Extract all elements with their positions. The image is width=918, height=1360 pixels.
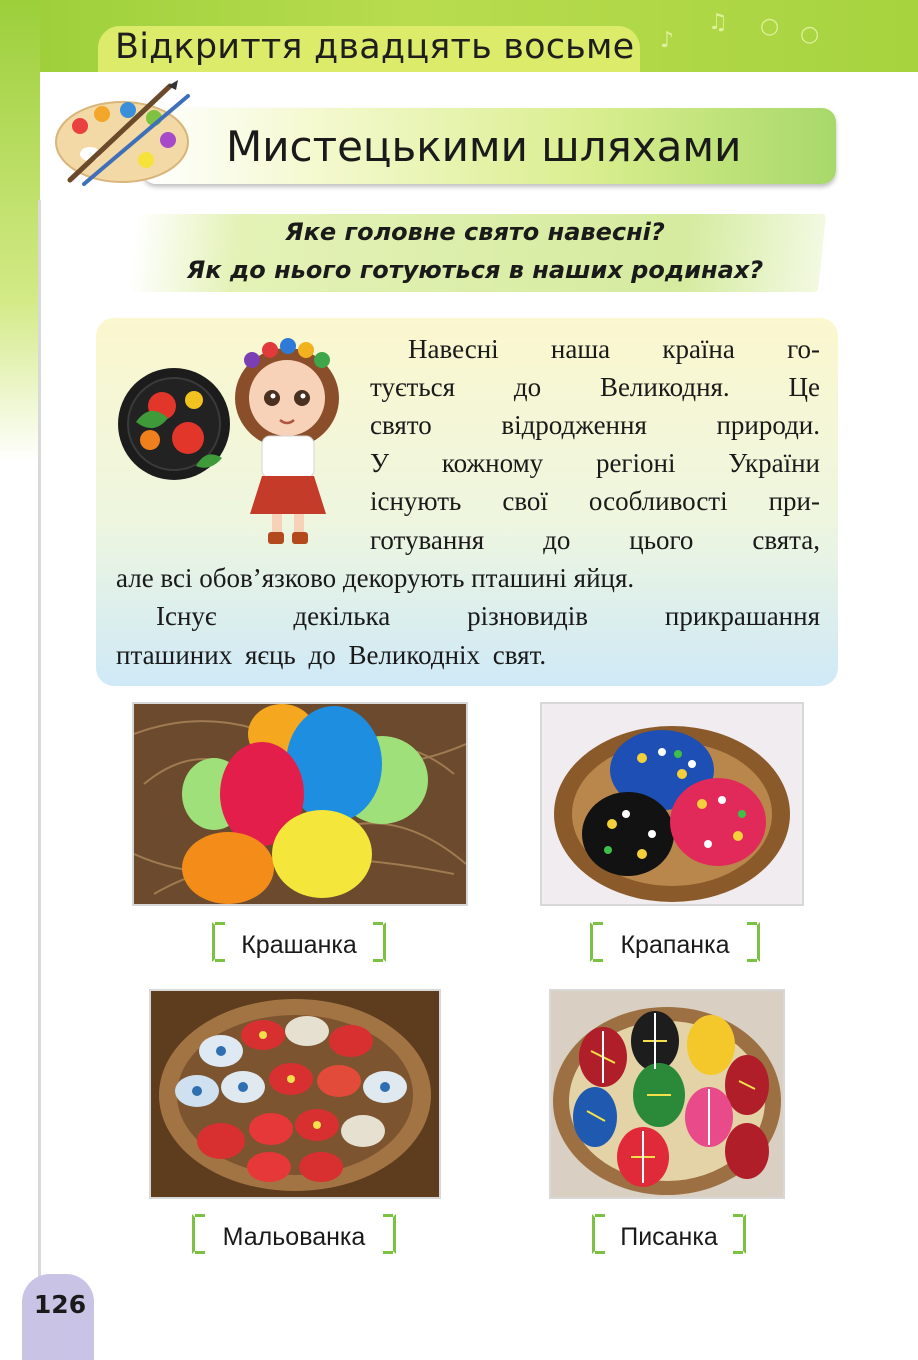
bracket-corner — [215, 922, 225, 925]
text-line: тується до Великодня. Це — [370, 372, 820, 402]
bracket-corner — [747, 959, 757, 962]
bracket-corner — [733, 1251, 743, 1254]
text-line: пташиних яєць до Великодніх свят. — [116, 640, 547, 670]
caption-pysanka — [592, 1214, 746, 1254]
bracket-corner — [593, 959, 603, 962]
left-band — [0, 0, 40, 1360]
bracket-corner — [195, 1214, 205, 1217]
caption-krapanka — [590, 922, 760, 962]
krashanka-photo — [132, 702, 468, 906]
music-note-icon: ♪ — [660, 28, 675, 53]
text-line: свято відродження природи. — [370, 410, 820, 440]
text-line: готування до цього свята, — [370, 525, 820, 555]
bracket-corner — [593, 922, 603, 925]
page-edge-line — [38, 200, 41, 1360]
caption-label: Писанка — [620, 1223, 718, 1251]
bracket-corner — [595, 1251, 605, 1254]
bracket-corner — [747, 922, 757, 925]
music-note-icon: ○ — [760, 14, 780, 39]
bracket-corner — [383, 1214, 393, 1217]
music-note-icon: ○ — [800, 22, 820, 47]
caption-label: Крашанка — [241, 931, 357, 959]
bracket-corner — [373, 959, 383, 962]
page-title: Мистецькими шляхами — [226, 122, 742, 171]
pysanka-photo — [549, 989, 785, 1199]
text-line: У кожному регіоні України — [370, 448, 820, 478]
chapter-title: Відкриття двадцять восьме — [115, 27, 635, 67]
bracket-corner — [733, 1214, 743, 1217]
bracket-corner — [595, 1214, 605, 1217]
bracket-corner — [195, 1251, 205, 1254]
text-line: Навесні наша країна го- — [408, 334, 820, 364]
text-line: Існує декілька різновидів прикрашання — [156, 601, 820, 631]
palette-icon — [50, 80, 200, 190]
caption-label: Мальованка — [222, 1223, 366, 1251]
bracket-corner — [373, 922, 383, 925]
bracket-corner — [215, 959, 225, 962]
krapanka-photo — [540, 702, 804, 906]
text-line: але всі обов’язково декорують пташині яйця. — [116, 563, 635, 593]
girl-with-plate-illustration — [112, 336, 352, 552]
caption-malovanka — [192, 1214, 396, 1254]
caption-krashanka — [212, 922, 386, 962]
bracket-corner — [383, 1251, 393, 1254]
text-line: існують свої особливості при- — [370, 486, 820, 516]
malovanka-photo — [149, 989, 441, 1199]
question-2: Як до нього готуються в наших родинах? — [186, 256, 764, 284]
music-note-icon: ♫ — [708, 10, 728, 35]
caption-label: Крапанка — [620, 931, 730, 959]
question-1: Яке головне свято навесні? — [285, 218, 665, 246]
page-number: 126 — [33, 1290, 87, 1319]
